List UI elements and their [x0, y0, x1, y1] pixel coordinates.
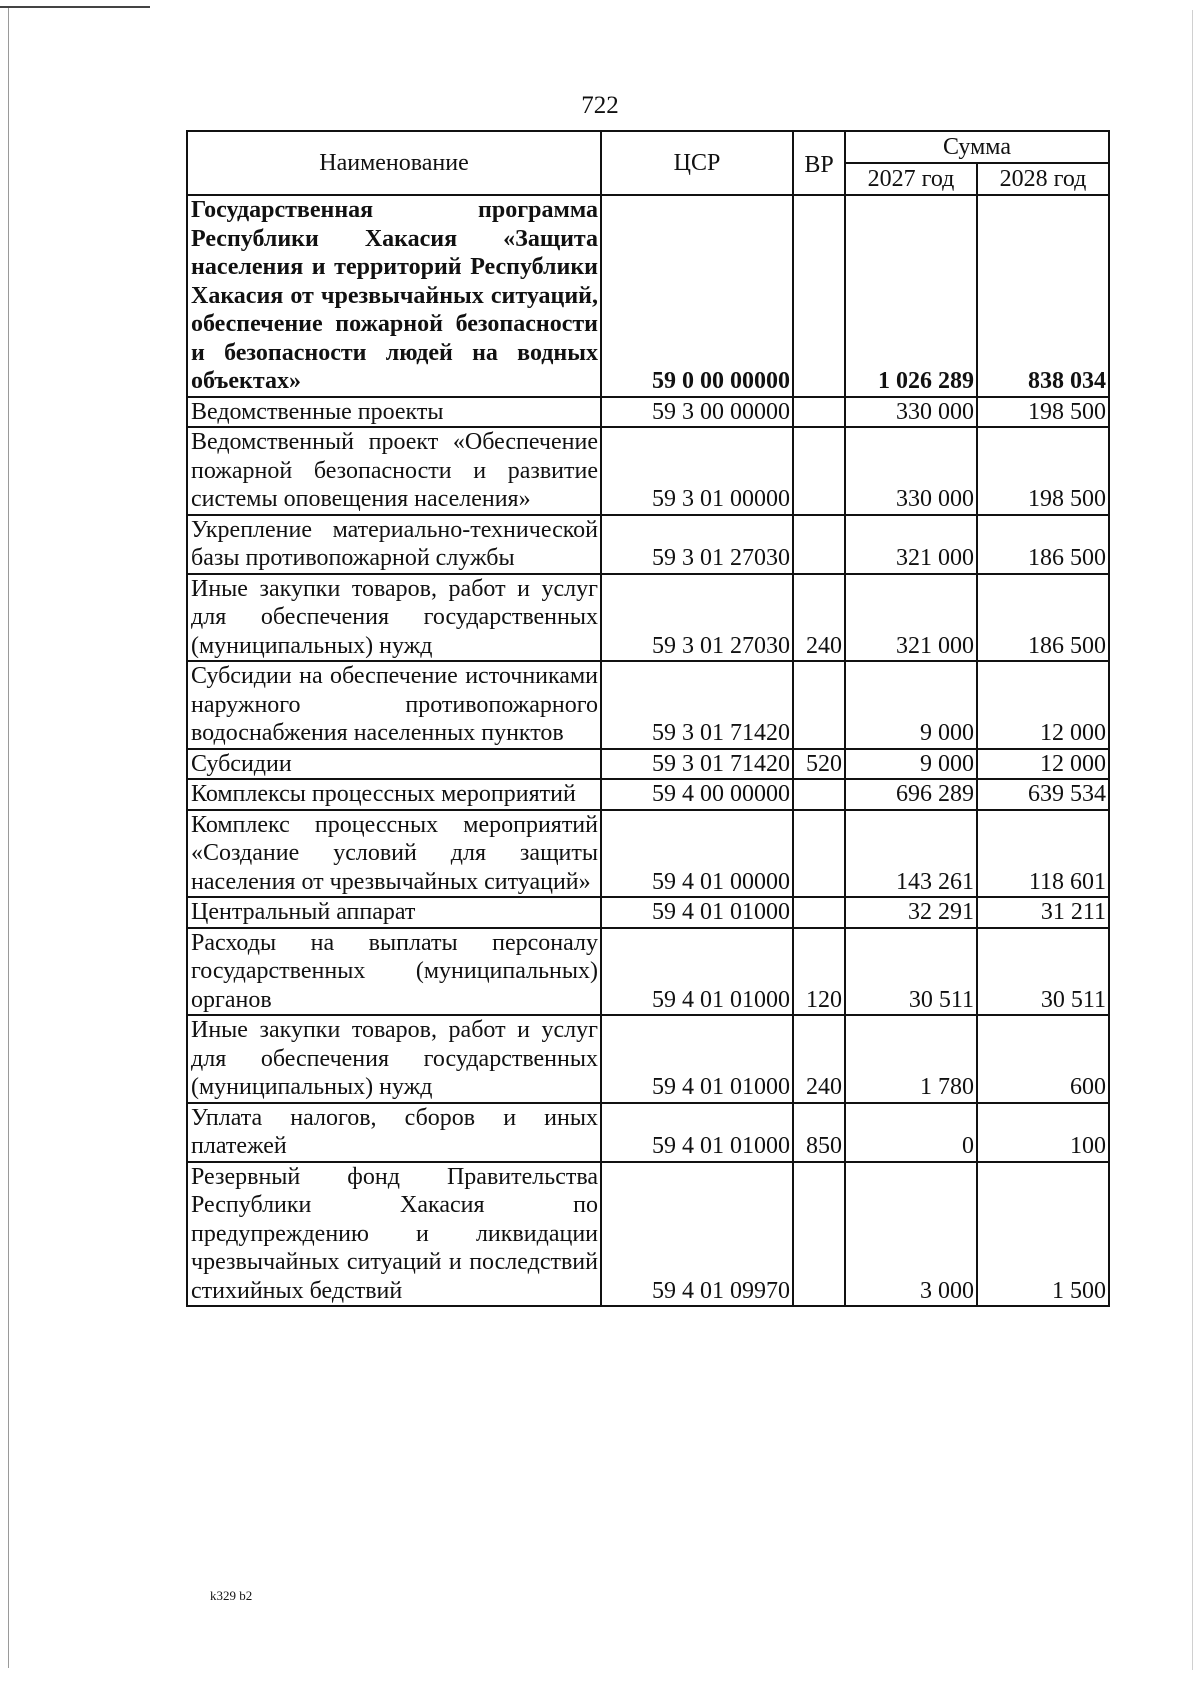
cell-vr: [793, 515, 845, 574]
cell-2027: 9 000: [845, 749, 977, 780]
cell-csr: 59 4 01 01000: [601, 897, 793, 928]
cell-2028: 1 500: [977, 1162, 1109, 1307]
cell-2027: 9 000: [845, 661, 977, 749]
cell-2028: 198 500: [977, 427, 1109, 515]
cell-name: Ведомственный проект «Обеспечение пожарной безопасности и развитие системы оповещения населения»: [187, 427, 601, 515]
cell-name: Комплексы процессных мероприятий: [187, 779, 601, 810]
table-row: [187, 779, 1109, 810]
cell-2027: 3 000: [845, 1162, 977, 1307]
cell-name: Иные закупки товаров, работ и услуг для обеспечения государственных (муниципальных) нужд: [187, 1015, 601, 1103]
cell-2027: 32 291: [845, 897, 977, 928]
cell-vr: [793, 397, 845, 428]
cell-vr: 520: [793, 749, 845, 780]
cell-2027: 30 511: [845, 928, 977, 1016]
cell-csr: 59 3 01 71420: [601, 661, 793, 749]
cell-name: Иные закупки товаров, работ и услуг для обеспечения государственных (муниципальных) нужд: [187, 574, 601, 662]
table-row: [187, 1103, 1109, 1162]
cell-csr: 59 3 01 00000: [601, 427, 793, 515]
header-year-2027: 2027 год: [845, 163, 977, 195]
cell-csr: 59 3 01 27030: [601, 574, 793, 662]
cell-2027: 0: [845, 1103, 977, 1162]
cell-vr: [793, 661, 845, 749]
cell-2028: 186 500: [977, 574, 1109, 662]
cell-csr: 59 4 01 09970: [601, 1162, 793, 1307]
cell-name: Ведомственные проекты: [187, 397, 601, 428]
cell-2027: 696 289: [845, 779, 977, 810]
budget-table: [186, 130, 1110, 1307]
cell-name: Укрепление материально-технической базы противопожарной службы: [187, 515, 601, 574]
cell-2028: 186 500: [977, 515, 1109, 574]
cell-name: Субсидии: [187, 749, 601, 780]
table-row: [187, 897, 1109, 928]
cell-name: Комплекс процессных мероприятий «Создание условий для защиты населения от чрезвычайных ситуаций»: [187, 810, 601, 898]
table-row: [187, 397, 1109, 428]
cell-2027: 330 000: [845, 397, 977, 428]
page-number: 722: [581, 92, 619, 119]
cell-csr: 59 4 00 00000: [601, 779, 793, 810]
cell-2027: 330 000: [845, 427, 977, 515]
header-sum: Сумма: [845, 131, 1109, 163]
table-row: [187, 661, 1109, 749]
table-row: [187, 1162, 1109, 1307]
footer-code: k329 b2: [210, 1588, 253, 1603]
header-year-2028: 2028 год: [977, 163, 1109, 195]
cell-name: Субсидии на обеспечение источниками наружного противопожарного водоснабжения населенных пунктов: [187, 661, 601, 749]
cell-2027: 1 026 289: [845, 195, 977, 397]
cell-vr: [793, 427, 845, 515]
table-row: [187, 1015, 1109, 1103]
cell-2027: 1 780: [845, 1015, 977, 1103]
cell-name: Расходы на выплаты персоналу государственных (муниципальных) органов: [187, 928, 601, 1016]
table-row: [187, 810, 1109, 898]
scan-edge-left: [8, 8, 9, 1668]
cell-vr: [793, 810, 845, 898]
cell-name: Центральный аппарат: [187, 897, 601, 928]
cell-csr: 59 0 00 00000: [601, 195, 793, 397]
cell-2028: 31 211: [977, 897, 1109, 928]
table-row: [187, 427, 1109, 515]
table-row: [187, 515, 1109, 574]
cell-csr: 59 4 01 01000: [601, 1015, 793, 1103]
cell-csr: 59 3 01 27030: [601, 515, 793, 574]
cell-csr: 59 4 01 01000: [601, 1103, 793, 1162]
cell-vr: 120: [793, 928, 845, 1016]
cell-2028: 600: [977, 1015, 1109, 1103]
table-row: [187, 928, 1109, 1016]
cell-vr: [793, 897, 845, 928]
header-vr: ВР: [793, 131, 845, 195]
cell-2028: 639 534: [977, 779, 1109, 810]
header-name: Наименование: [187, 131, 601, 195]
header-csr: ЦСР: [601, 131, 793, 195]
cell-2027: 321 000: [845, 574, 977, 662]
scan-edge-right: [1192, 10, 1193, 1670]
cell-2027: 143 261: [845, 810, 977, 898]
cell-name: Государственная программа Республики Хакасия «Защита населения и территорий Республики Хакасия от чрезвычайных ситуаций, обеспечение пожарной безопасности и безопасности людей на водных объектах»: [187, 195, 601, 397]
cell-csr: 59 4 01 01000: [601, 928, 793, 1016]
cell-2028: 198 500: [977, 397, 1109, 428]
scan-edge-top: [0, 6, 150, 8]
table-body: [187, 195, 1109, 1306]
cell-2028: 838 034: [977, 195, 1109, 397]
cell-csr: 59 4 01 00000: [601, 810, 793, 898]
cell-vr: [793, 195, 845, 397]
cell-2028: 100: [977, 1103, 1109, 1162]
cell-name: Уплата налогов, сборов и иных платежей: [187, 1103, 601, 1162]
table-header: [187, 131, 1109, 195]
table-row: [187, 749, 1109, 780]
cell-vr: 240: [793, 1015, 845, 1103]
cell-csr: 59 3 00 00000: [601, 397, 793, 428]
cell-csr: 59 3 01 71420: [601, 749, 793, 780]
cell-2028: 12 000: [977, 661, 1109, 749]
cell-vr: [793, 779, 845, 810]
table-row: [187, 195, 1109, 397]
cell-vr: [793, 1162, 845, 1307]
cell-2028: 12 000: [977, 749, 1109, 780]
cell-2028: 30 511: [977, 928, 1109, 1016]
cell-vr: 240: [793, 574, 845, 662]
cell-2027: 321 000: [845, 515, 977, 574]
table-row: [187, 574, 1109, 662]
cell-2028: 118 601: [977, 810, 1109, 898]
cell-vr: 850: [793, 1103, 845, 1162]
cell-name: Резервный фонд Правительства Республики Хакасия по предупреждению и ликвидации чрезвычайных ситуаций и последствий стихийных бедствий: [187, 1162, 601, 1307]
